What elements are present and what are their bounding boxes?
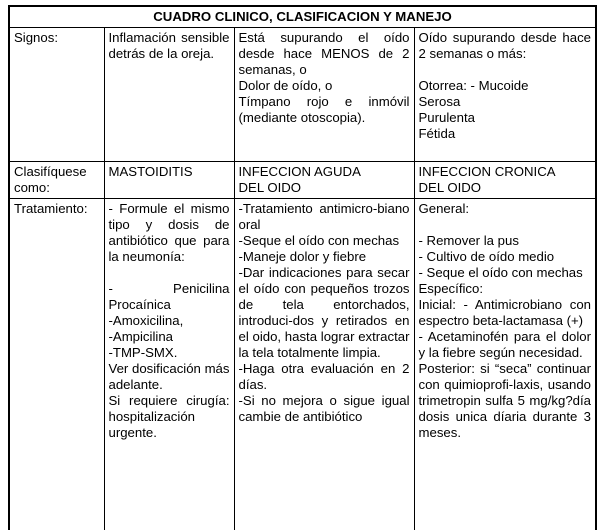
title-row xyxy=(9,6,596,28)
cell-tratamiento-infeccion-aguda: -Tratamiento antimicro-biano oral -Seque el oído con mechas -Maneje dolor y fiebre -Dar indicaciones para secar el oído con pequeños trozos de tela entorchados, introduci-dos y retirados en el oido, hasta lograr extractar la tela totalmente limpia. -Haga otra evaluación en 2 días. -Si no mejora o sigue igual cambie de antibiótico xyxy=(234,199,414,530)
cell-signos-infeccion-cronica: Oído supurando desde hace 2 semanas o más: Otorrea: - Mucoide Serosa Purulenta Fétida xyxy=(414,28,596,162)
row-label-signos: Signos: xyxy=(9,28,104,162)
table-row-tratamiento xyxy=(9,199,596,530)
table-title: CUADRO CLINICO, CLASIFICACION Y MANEJO xyxy=(9,6,596,28)
row-label-tratamiento: Tratamiento: xyxy=(9,199,104,530)
cell-tratamiento-mastoiditis: - Formule el mismo tipo y dosis de antibiótico que para la neumonía: - Penicilina Procaínica -Amoxicilina, -Ampicilina -TMP-SMX. Ver dosificación más adelante. Si requiere cirugía: hospitalización urgente. xyxy=(104,199,234,530)
cell-clasificacion-infeccion-cronica: INFECCION CRONICA DEL OIDO xyxy=(414,162,596,199)
table-row-clasificacion xyxy=(9,162,596,199)
cell-clasificacion-mastoiditis: MASTOIDITIS xyxy=(104,162,234,199)
cell-signos-mastoiditis: Inflamación sensible detrás de la oreja. xyxy=(104,28,234,162)
cell-signos-infeccion-aguda: Está supurando el oído desde hace MENOS de 2 semanas, o Dolor de oído, o Tímpano rojo e inmóvil (mediante otoscopia). xyxy=(234,28,414,162)
cell-clasificacion-infeccion-aguda: INFECCION AGUDA DEL OIDO xyxy=(234,162,414,199)
cell-tratamiento-infeccion-cronica: General: - Remover la pus - Cultivo de oído medio - Seque el oído con mechas Específico: Inicial: - Antimicrobiano con espectro beta-lactamasa (+) - Acetaminofén para el dolor y la fiebre según necesidad. Posterior: si “seca” continuar con quimioprofi-laxis, usando trimetropin sulfa 5 mg/kg?día dosis unica díaria durante 3 meses. xyxy=(414,199,596,530)
row-label-clasifiquese-como: Clasifíquese como: xyxy=(9,162,104,199)
clinical-table xyxy=(8,5,597,530)
table-row-signos xyxy=(9,28,596,162)
